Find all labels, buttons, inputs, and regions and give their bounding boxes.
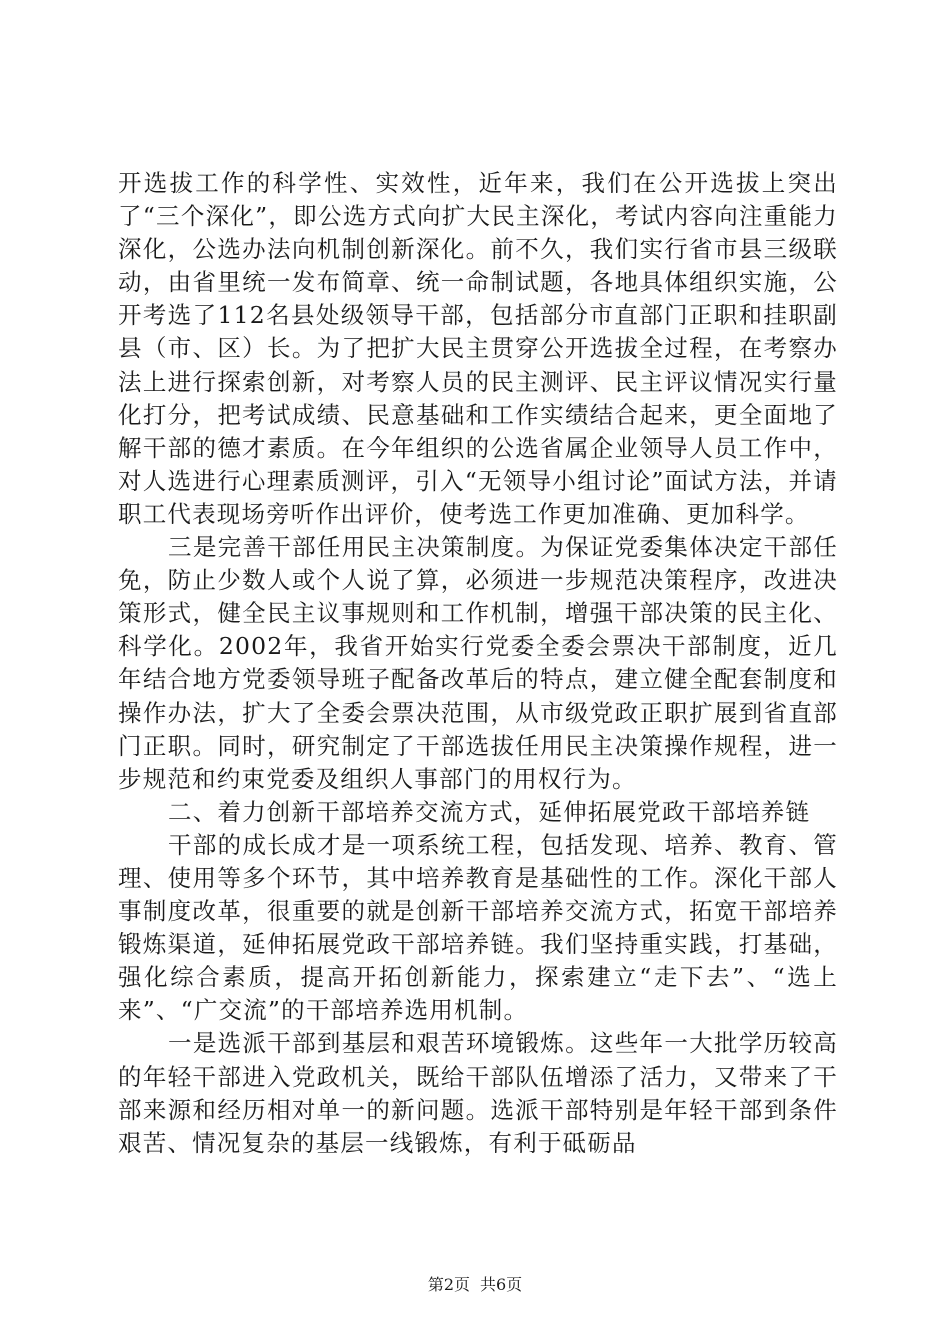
page-number: 第2页 — [427, 1275, 470, 1294]
page-footer — [0, 1275, 950, 1295]
paragraph-continued: 开选拔工作的科学性、实效性，近年来，我们在公开选拔上突出了“三个深化”，即公选方式向扩大民主深化，考试内容向注重能力深化，公选办法向机制创新深化。前不久，我们实行省市县三级联动，由省里统一发布简章、统一命制试题，各地具体组织实施，公开考选了112名县处级领导干部，包括部分市直部门正职和挂职副县（市、区）长。为了把扩大民主贯穿公开选拔全过程，在考察办法上进行探索创新，对考察人员的民主测评、民主评议情况实行量化打分，把考试成绩、民意基础和工作实绩结合起来，更全面地了解干部的德才素质。在今年组织的公选省属企业领导人员工作中，对人选进行心理素质测评，引入“无领导小组讨论”面试方法，并请职工代表现场旁听作出评价，使考选工作更加准确、更加科学。 — [118, 169, 838, 528]
paragraph-point-three: 三是完善干部任用民主决策制度。为保证党委集体决定干部任免，防止少数人或个人说了算，必须进一步规范决策程序，改进决策形式，健全民主议事规则和工作机制，增强干部决策的民主化、科学化。2002年，我省开始实行党委全委会票决干部制度，近几年结合地方党委领导班子配备改革后的特点，建立健全配套制度和操作办法，扩大了全委会票决范围，从市级党政正职扩展到省直部门正职。同时，研究制定了干部选拔任用民主决策操作规程，进一步规范和约束党委及组织人事部门的用权行为。 — [118, 533, 838, 793]
paragraph-point-one: 一是选派干部到基层和艰苦环境锻炼。这些年一大批学历较高的年轻干部进入党政机关，既给干部队伍增添了活力，又带来了干部来源和经历相对单一的新问题。选派干部特别是年轻干部到条件艰苦、情况复杂的基层一线锻炼，有利于砥砺品 — [118, 1029, 838, 1157]
document-body — [118, 167, 838, 1160]
paragraph-section-intro: 干部的成长成才是一项系统工程，包括发现、培养、教育、管理、使用等多个环节，其中培养教育是基础性的工作。深化干部人事制度改革，很重要的就是创新干部培养交流方式，拓宽干部培养锻炼渠道，延伸拓展党政干部培养链。我们坚持重实践，打基础，强化综合素质，提高开拓创新能力，探索建立“走下去”、“选上来”、“广交流”的干部培养选用机制。 — [118, 830, 838, 1025]
page-total: 共6页 — [480, 1275, 523, 1294]
section-heading: 二、着力创新干部培养交流方式，延伸拓展党政干部培养链 — [168, 797, 811, 826]
